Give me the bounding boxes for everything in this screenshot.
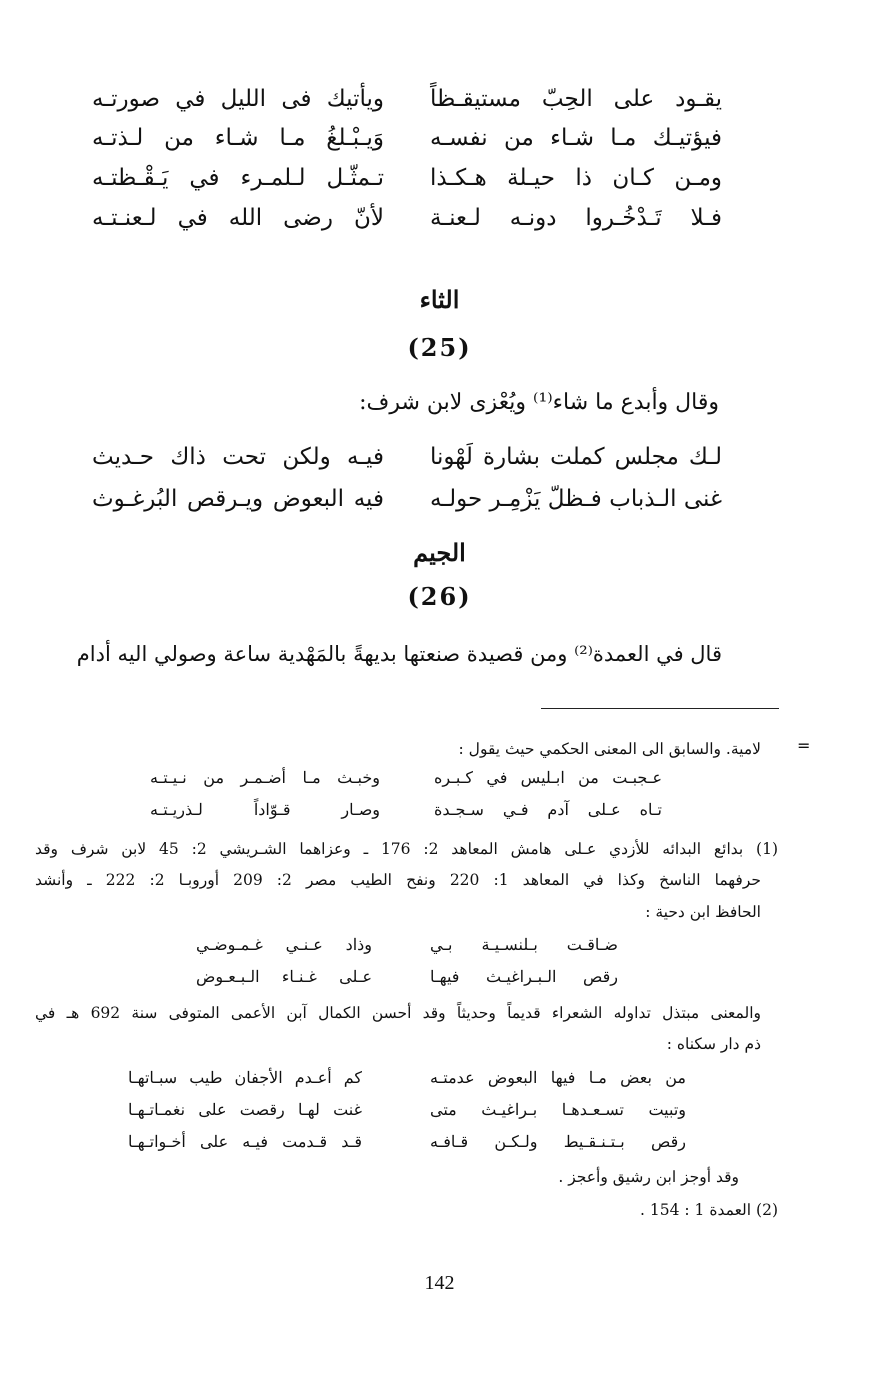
hemistich-left: وخبـث مـا أضـمـر من نـيـتـه (150, 768, 380, 787)
footnote-continuation: لامية. والسابق الى المعنى الحكمي حيث يقول : (458, 740, 761, 758)
footnote-1-line: وقد أوجز ابن رشيق وأعجز . (558, 1168, 739, 1186)
footnote-1-line: ذم دار سكناه : (666, 1035, 761, 1053)
footnote-1-line: والمعنى مبتذل تداوله الشعراء قديماً وحديثاً وقد أحسن الكمال آبن الأعمى المتوفى سنة 692 هـ في (35, 1004, 762, 1022)
hemistich-right: فـلا تَـدْخُـروا دونـه لـعنـة (430, 205, 722, 231)
poem-number-26: (26) (407, 582, 472, 611)
hemistich-left: فيـه ولكن تحت ذاك حـديث (92, 444, 384, 470)
footnote-verse (196, 932, 618, 958)
footnote-verse (128, 1129, 686, 1155)
footnote-verse (150, 797, 662, 823)
hemistich-left: قـد قـدمت فيـه على أخـواتـهـا (128, 1132, 362, 1151)
hemistich-right: رقص بـتـنـقـيط ولـكـن قـافـه (430, 1132, 686, 1151)
hemistich-left: لأنّ رضى الله في لـعنـتـه (92, 205, 384, 231)
footnote-verse (196, 964, 618, 990)
section-heading-jim: الجيم (413, 538, 466, 567)
section-heading-tha: الثاء (419, 285, 460, 314)
hemistich-left: وذاد عـنـي غـمـوضـي (196, 935, 372, 954)
hemistich-left: غنت لهـا رقصت على نغمـاتـهـا (128, 1100, 362, 1119)
continuation-mark: = (797, 736, 811, 755)
hemistich-left: كم أعـدم الأجفان طيب سبـاتهـا (128, 1068, 362, 1087)
footnote-2: (2) العمدة 1 : 154 . (640, 1201, 778, 1219)
verse-line (92, 161, 722, 195)
hemistich-left: عـلى غـنـاء الـبـعـوض (196, 967, 372, 986)
verse-line (92, 482, 722, 516)
footnote-verse (128, 1065, 686, 1091)
footnote-1-line: الحافظ ابن دحية : (645, 903, 761, 921)
hemistich-left: تـمثّـل لـلمـرء في يَـقْـظتـه (92, 165, 384, 191)
hemistich-left: وصـار قـوّاداً لـذريـتـه (150, 800, 380, 819)
verse-line (92, 82, 722, 116)
footnote-separator (541, 708, 779, 709)
hemistich-left: ويأتيك فى الليل في صورتـه (92, 86, 384, 112)
hemistich-right: من بعض مـا فيها البعوض عدمتـه (430, 1068, 686, 1087)
hemistich-right: فيؤتيـك مـا شـاء من نفسـه (430, 125, 722, 151)
hemistich-right: ومـن كـان ذا حيـلة هـكـذا (430, 165, 722, 191)
page-number: 142 (424, 1272, 455, 1294)
poem-intro-26: قال في العمدة⁽²⁾ ومن قصيدة صنعتها بديهةً بالمَهْدية ساعة وصولي اليه أدام (76, 642, 722, 666)
hemistich-right: رقص الـبـراغيـث فيهـا (430, 967, 618, 986)
hemistich-right: يقـود على الحِبّ مستيقـظاً (430, 86, 722, 112)
hemistich-right: تـاه عـلى آدم فـي سـجـدة (434, 800, 662, 819)
hemistich-left: فيه البعوض ويـرقص البُرغـوث (92, 486, 384, 512)
hemistich-right: وتبيت تسـعـدهـا بـراغيـث متى (430, 1100, 686, 1119)
poem-intro-25: وقال وأبدع ما شاء⁽¹⁾ ويُعْزى لابن شرف: (359, 390, 719, 415)
verse-line (92, 201, 722, 235)
hemistich-right: ضـاقـت بـلنسـيـة بـي (430, 935, 618, 954)
verse-line (92, 121, 722, 155)
hemistich-left: وَيـبْـلغُ مـا شـاء من لـذتـه (92, 125, 384, 151)
footnote-1-line: حرفهما الناسخ وكذا في المعاهد 1: 220 ونفح الطيب مصر 2: 209 أوروبـا 2: 222 ـ وأنشد (35, 871, 761, 889)
hemistich-right: لـك مجلس كملت بشارة لَهْونا (430, 444, 722, 470)
poem-number-25: (25) (407, 333, 472, 362)
verse-line (92, 440, 722, 474)
footnote-verse (150, 765, 662, 791)
footnote-1: (1) بدائع البدائه للأزدي عـلى هامش المعاهد 2: 176 ـ وعزاهما الشـريشي 2: 45 لابن شرف وقد (35, 840, 779, 858)
footnote-verse (128, 1097, 686, 1123)
hemistich-right: عـجبـت من ابـليس في كـبـره (434, 768, 662, 787)
hemistich-right: غنى الـذباب فـظلّ يَزْمِـر حولـه (430, 486, 722, 512)
